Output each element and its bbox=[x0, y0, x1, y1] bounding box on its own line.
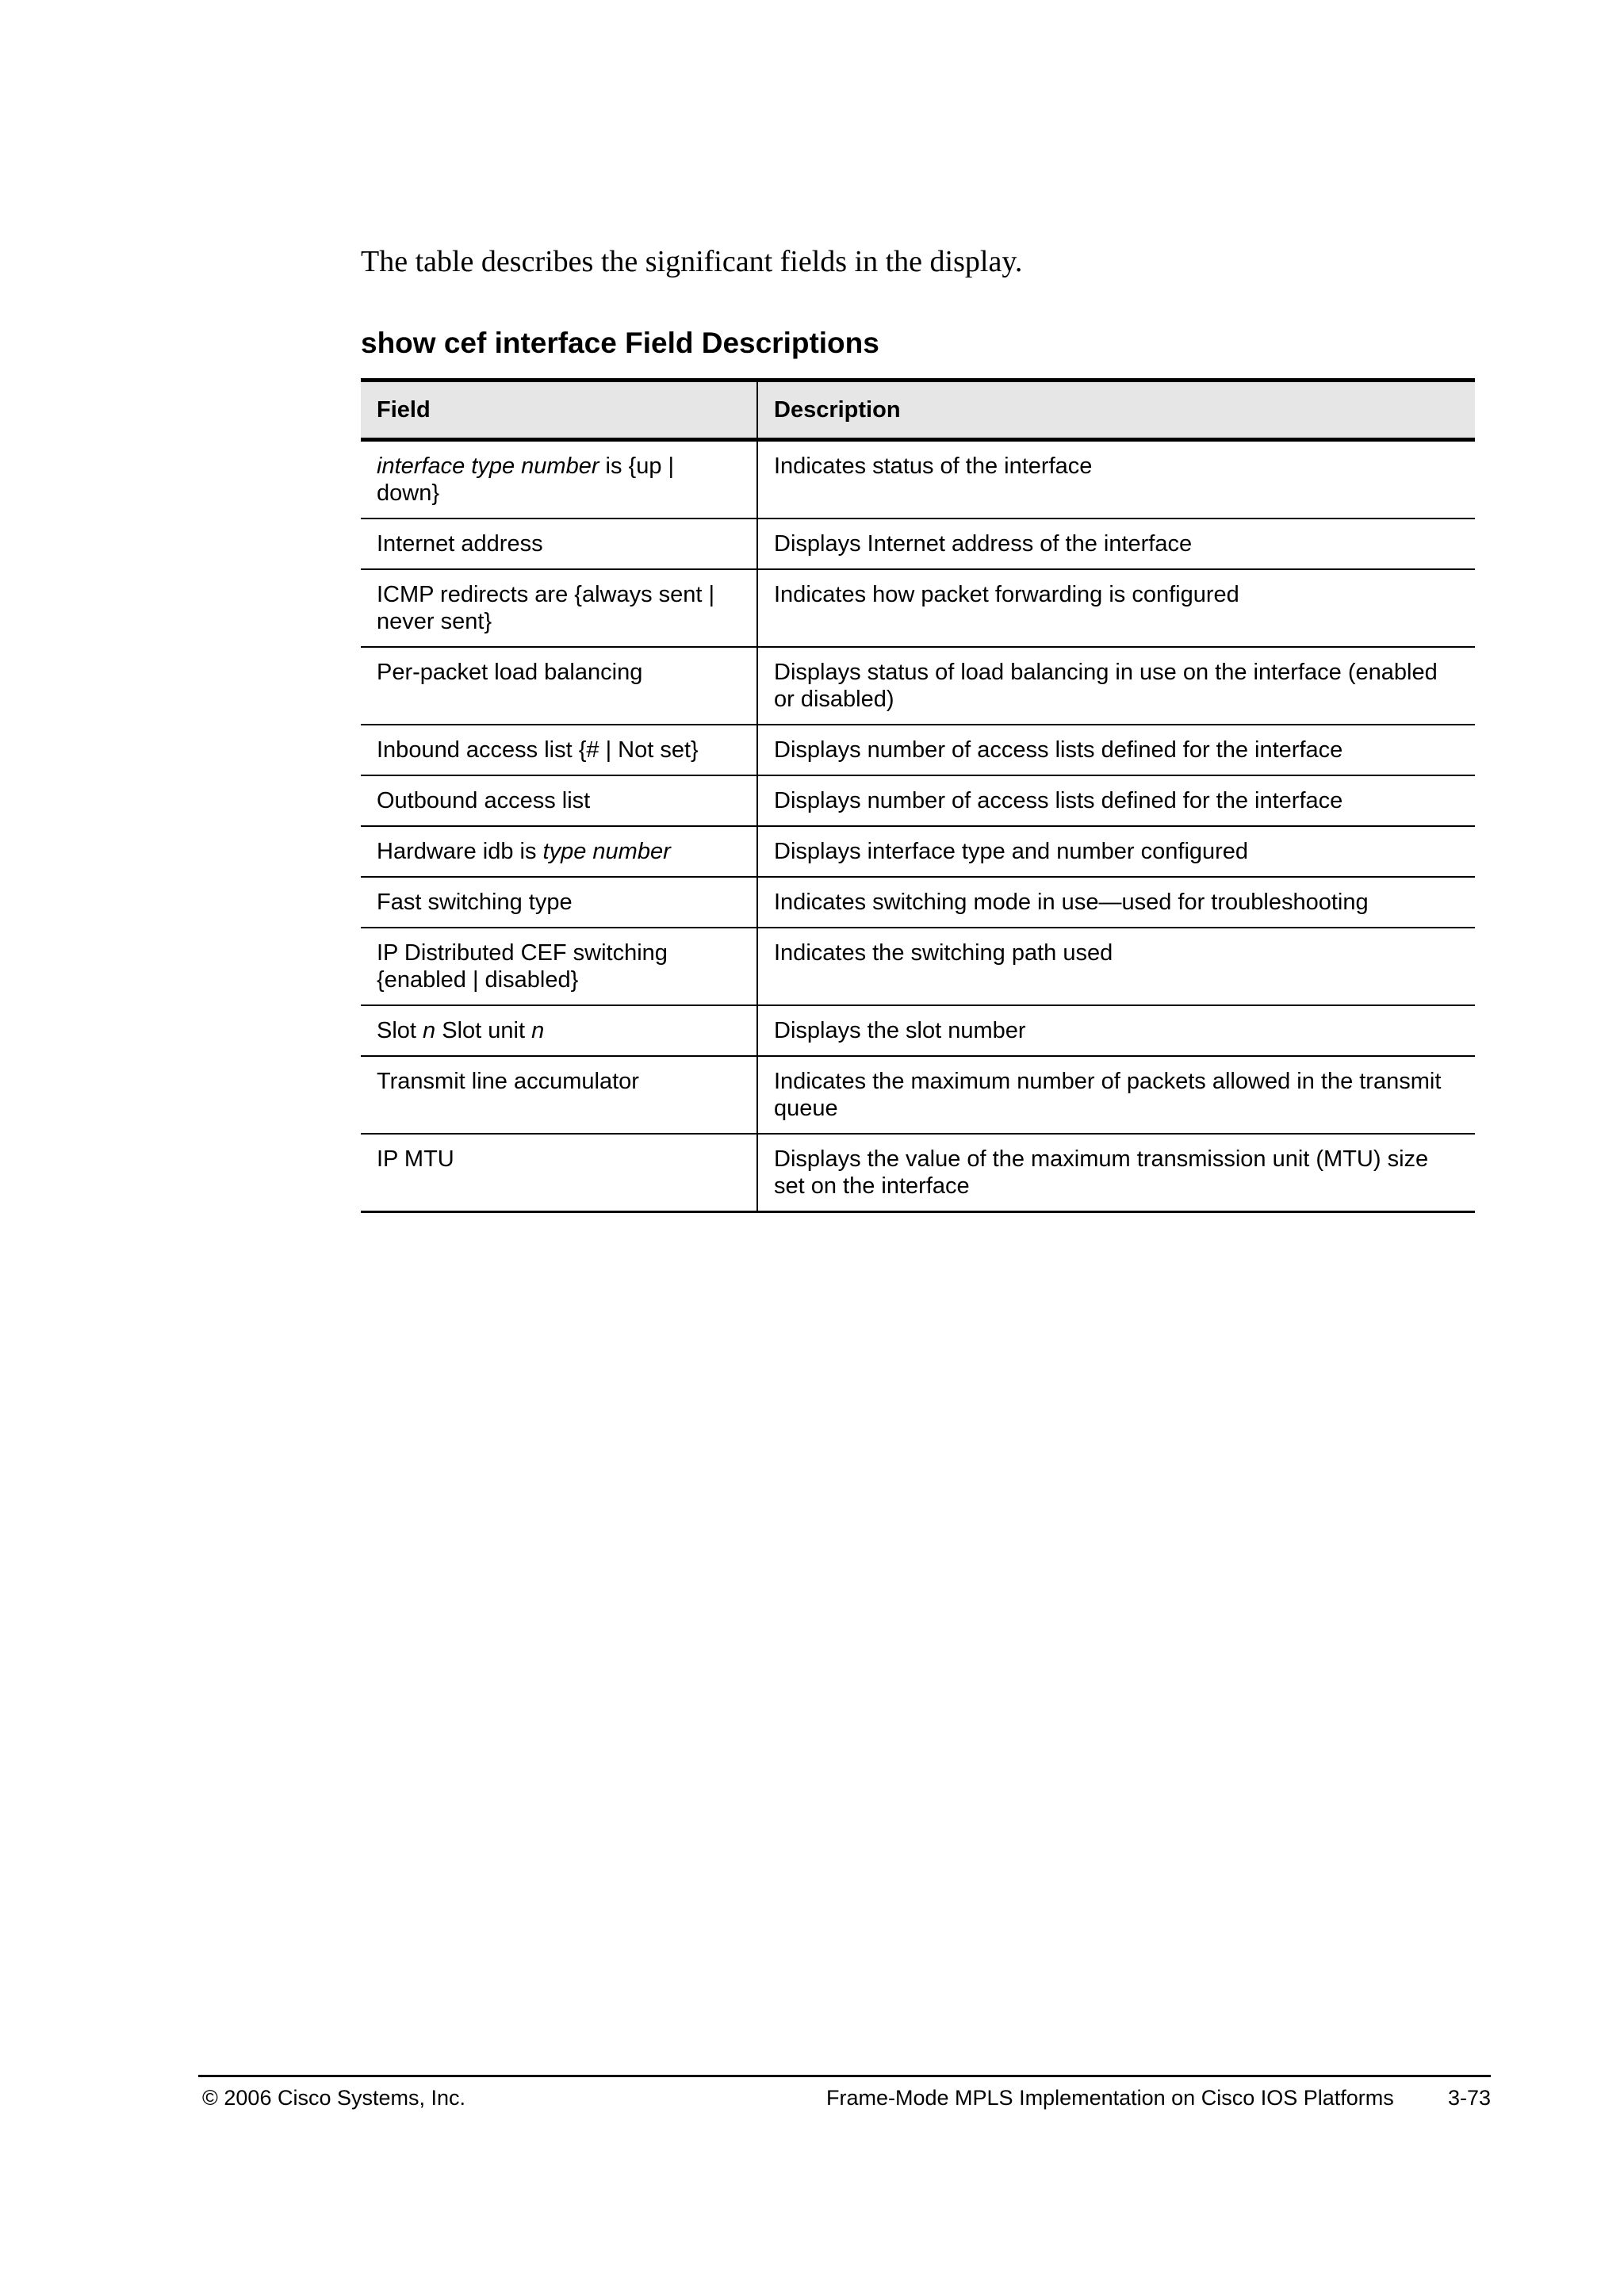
table-row bbox=[361, 725, 1475, 775]
field-text: Inbound access list {# | Not set} bbox=[377, 737, 699, 763]
footer-book-title: Frame-Mode MPLS Implementation on Cisco IOS Platforms bbox=[826, 2086, 1394, 2110]
field-cell bbox=[361, 775, 757, 826]
table-row bbox=[361, 775, 1475, 826]
description-cell: Indicates switching mode in use—used for troubleshooting bbox=[757, 877, 1475, 928]
field-text-italic: interface type number bbox=[377, 453, 599, 479]
description-cell: Displays the slot number bbox=[757, 1005, 1475, 1056]
footer-divider bbox=[198, 2075, 1491, 2077]
table-row bbox=[361, 440, 1475, 519]
table-row bbox=[361, 1134, 1475, 1212]
field-cell bbox=[361, 826, 757, 877]
table-row bbox=[361, 569, 1475, 647]
field-text: Outbound access list bbox=[377, 788, 591, 813]
field-text: Hardware idb is bbox=[377, 839, 543, 864]
table-row bbox=[361, 519, 1475, 569]
field-text-italic: n bbox=[531, 1018, 545, 1043]
field-text: Slot unit bbox=[435, 1018, 532, 1043]
field-text: Slot bbox=[377, 1018, 423, 1043]
column-header-description: Description bbox=[757, 381, 1475, 440]
table-row bbox=[361, 647, 1475, 725]
field-text: Fast switching type bbox=[377, 890, 573, 915]
field-cell bbox=[361, 1005, 757, 1056]
table-row bbox=[361, 928, 1475, 1005]
field-cell bbox=[361, 1056, 757, 1134]
intro-text: The table describes the significant fields in the display. bbox=[361, 245, 1023, 278]
description-cell: Indicates the switching path used bbox=[757, 928, 1475, 1005]
description-cell: Displays number of access lists defined for the interface bbox=[757, 775, 1475, 826]
field-text: Internet address bbox=[377, 531, 543, 557]
description-cell: Displays Internet address of the interface bbox=[757, 519, 1475, 569]
field-text: IP Distributed CEF switching {enabled | disabled} bbox=[377, 940, 668, 993]
field-cell bbox=[361, 647, 757, 725]
table-row bbox=[361, 1005, 1475, 1056]
description-cell: Indicates status of the interface bbox=[774, 453, 1093, 479]
table-row bbox=[361, 826, 1475, 877]
field-text-italic: type number bbox=[542, 839, 671, 864]
field-cell bbox=[361, 440, 757, 519]
field-text: IP MTU bbox=[377, 1146, 454, 1172]
field-text: ICMP redirects are {always sent | never sent} bbox=[377, 582, 715, 634]
table-row bbox=[361, 1056, 1475, 1134]
field-text-italic: n bbox=[423, 1018, 436, 1043]
field-cell bbox=[361, 725, 757, 775]
description-cell: Displays number of access lists defined for the interface bbox=[757, 725, 1475, 775]
field-text: is {up | down} bbox=[377, 453, 675, 506]
description-cell: Indicates how packet forwarding is configured bbox=[757, 569, 1475, 647]
field-cell bbox=[361, 519, 757, 569]
field-cell bbox=[361, 569, 757, 647]
footer-page-number: 3-73 bbox=[1448, 2086, 1492, 2110]
table-row bbox=[361, 877, 1475, 928]
field-descriptions-table bbox=[361, 378, 1475, 1213]
field-cell bbox=[361, 877, 757, 928]
field-text: Per-packet load balancing bbox=[377, 660, 643, 685]
field-cell bbox=[361, 928, 757, 1005]
description-cell: Displays interface type and number configured bbox=[757, 826, 1475, 877]
column-header-field: Field bbox=[361, 381, 757, 440]
footer-copyright: © 2006 Cisco Systems, Inc. bbox=[202, 2086, 466, 2110]
field-cell bbox=[361, 1134, 757, 1212]
description-cell: Displays the value of the maximum transmission unit (MTU) size set on the interface bbox=[757, 1134, 1475, 1212]
table-title: show cef interface Field Descriptions bbox=[361, 327, 879, 359]
description-cell: Indicates the maximum number of packets allowed in the transmit queue bbox=[757, 1056, 1475, 1134]
table-header-row bbox=[361, 381, 1475, 440]
field-text: Transmit line accumulator bbox=[377, 1069, 639, 1094]
description-cell: Displays status of load balancing in use on the interface (enabled or disabled) bbox=[757, 647, 1475, 725]
